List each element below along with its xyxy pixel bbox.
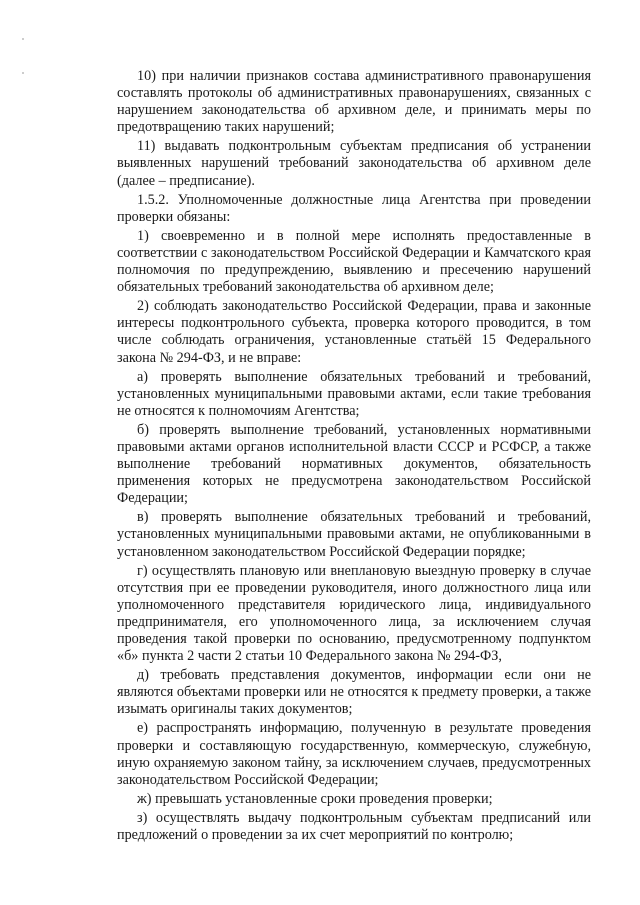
paragraph-item-10: 10) при наличии признаков состава административного правонарушения составлять протоколы об административных правонарушениях, связанных с нарушением законодательства об архивном деле, и принимать меры по предотвращению таких нарушений; — [117, 68, 591, 136]
scan-speck — [22, 38, 24, 40]
paragraph-subitem-zh: ж) превышать установленные сроки проведения проверки; — [137, 790, 493, 807]
paragraph-subitem-z: з) осуществлять выдачу подконтрольным субъектам предписаний или предложений о проведении за их счет мероприятий по контролю; — [117, 809, 591, 844]
paragraph-subitem-v: в) проверять выполнение обязательных требований и требований, установленных муниципальными правовыми актами, не опубликованными в установленном законодательством Российской Федерации порядке; — [117, 509, 591, 560]
paragraph-subitem-d: д) требовать представления документов, информации если они не являются объектами проверки или не относятся к предмету проверки, а также изымать оригиналы таких документов; — [117, 667, 591, 718]
paragraph-subitem-b: б) проверять выполнение требований, установленных нормативными правовыми актами органов исполнительной власти СССР и РСФСР, а также выполнение требований нормативных документов, обязательность применения которых не предусмотрена законодательством Российской Федерации; — [117, 421, 591, 507]
scan-speck — [22, 72, 24, 74]
paragraph-item-11: 11) выдавать подконтрольным субъектам предписания об устранении выявленных нарушений требований законодательства об архивном деле (далее – предписание). — [117, 138, 591, 189]
paragraph-subitem-g: г) осуществлять плановую или внеплановую выездную проверку в случае отсутствия при ее проведении руководителя, иного должностного лица или уполномоченного представителя юридического лица, индивидуального предпринимателя, его уполномоченного лица, за исключением случая проведения такой проверки по основанию, предусмотренному подпунктом «б» пункта 2 части 2 статьи 10 Федерального закона № 294-ФЗ, — [117, 562, 591, 665]
document-page — [117, 68, 591, 846]
paragraph-subitem-a: а) проверять выполнение обязательных требований и требований, установленных муниципальными правовыми актами, если такие требования не относятся к полномочиям Агентства; — [117, 368, 591, 419]
paragraph-subitem-e: е) распространять информацию, полученную в результате проведения проверки и составляющую государственную, коммерческую, служебную, иную охраняемую законом тайну, за исключением случаев, предусмотренных законодательством Российской Федерации; — [117, 720, 591, 788]
paragraph-item-1: 1) своевременно и в полной мере исполнять предоставленные в соответствии с законодательством Российской Федерации и Камчатского края полномочия по предупреждению, выявлению и пресечению нарушений обязательных требований законодательства об архивном деле; — [117, 227, 591, 296]
paragraph-section-1-5-2: 1.5.2. Уполномоченные должностные лица Агентства при проведении проверки обязаны: — [117, 191, 591, 225]
paragraph-item-2: 2) соблюдать законодательство Российской Федерации, права и законные интересы подконтрольного субъекта, проверка которого проводится, в том числе соблюдать ограничения, установленные статьёй 15 Федерального закона № 294-ФЗ, и не вправе: — [117, 298, 591, 366]
